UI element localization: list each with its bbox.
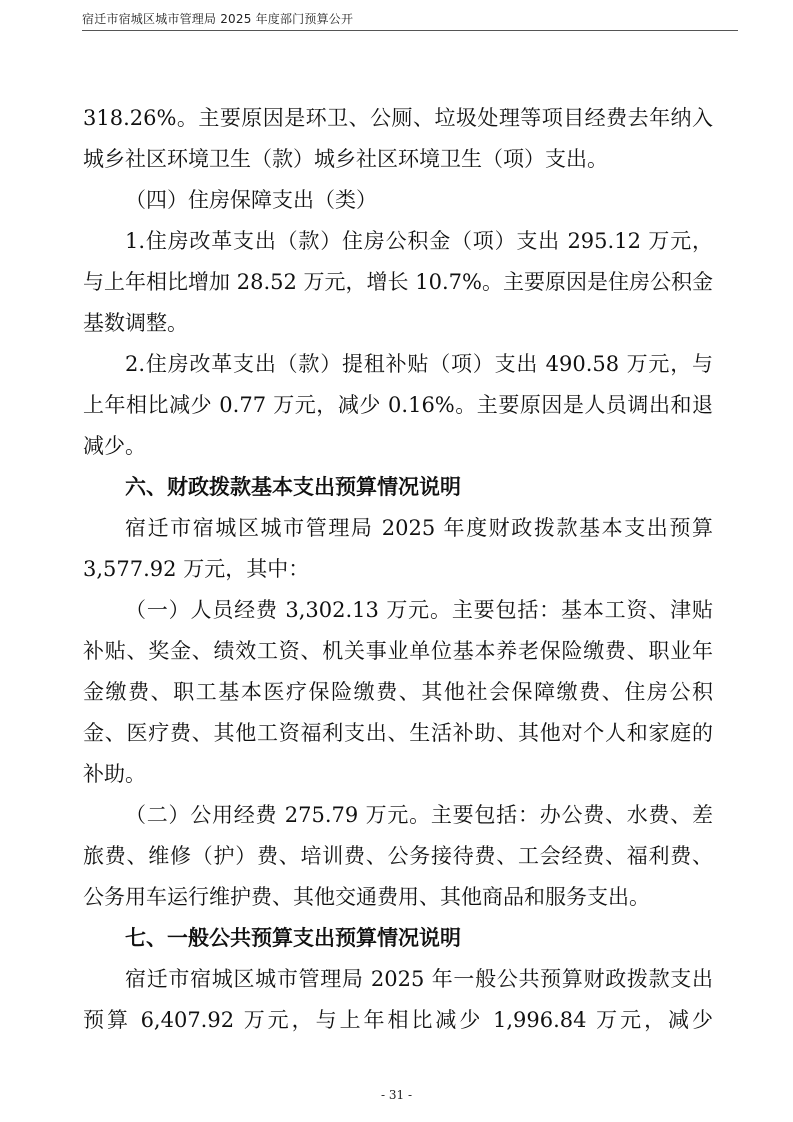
body-line: （二）公用经费 275.79 万元。主要包括：办公费、水费、差 <box>125 803 713 827</box>
body-line: 宿迁市宿城区城市管理局 2025 年度财政拨款基本支出预算 <box>125 516 713 540</box>
document-body <box>83 98 713 1041</box>
body-line: 318.26%。主要原因是环卫、公厕、垃圾处理等项目经费去年纳入 <box>83 106 713 130</box>
body-line: 补贴、奖金、绩效工资、机关事业单位基本养老保险缴费、职业年 <box>83 639 713 663</box>
body-line: 金、医疗费、其他工资福利支出、生活补助、其他对个人和家庭的 <box>83 721 713 745</box>
body-line: 基数调整。 <box>83 311 188 335</box>
body-line: 上年相比减少 0.77 万元，减少 0.16%。主要原因是人员调出和退 <box>83 393 713 417</box>
body-line: 1.住房改革支出（款）住房公积金（项）支出 295.12 万元， <box>125 229 713 253</box>
body-line: 金缴费、职工基本医疗保险缴费、其他社会保障缴费、住房公积 <box>83 680 713 704</box>
body-line: 预算 6,407.92 万元，与上年相比减少 1,996.84 万元，减少 <box>83 1008 713 1032</box>
body-line: （一）人员经费 3,302.13 万元。主要包括：基本工资、津贴 <box>125 598 713 622</box>
running-header: 宿迁市宿城区城市管理局 2025 年度部门预算公开 <box>82 12 354 26</box>
section-heading: 七、一般公共预算支出预算情况说明 <box>125 926 461 950</box>
body-line: 旅费、维修（护）费、培训费、公务接待费、工会经费、福利费、 <box>83 844 713 868</box>
body-line: 公务用车运行维护费、其他交通费用、其他商品和服务支出。 <box>83 885 650 909</box>
body-line: 补助。 <box>83 762 146 786</box>
body-line: 3,577.92 万元，其中： <box>83 557 310 581</box>
section-heading: 六、财政拨款基本支出预算情况说明 <box>125 475 461 499</box>
body-line: 宿迁市宿城区城市管理局 2025 年一般公共预算财政拨款支出 <box>125 967 713 991</box>
body-line: 城乡社区环境卫生（款）城乡社区环境卫生（项）支出。 <box>83 147 608 171</box>
header-divider <box>82 30 738 31</box>
body-line: 2.住房改革支出（款）提租补贴（项）支出 490.58 万元，与 <box>125 352 713 376</box>
body-line: 与上年相比增加 28.52 万元，增长 10.7%。主要原因是住房公积金 <box>83 270 713 294</box>
body-line: 减少。 <box>83 434 146 458</box>
page-number: - 31 - <box>380 1088 412 1102</box>
subsection-heading: （四）住房保障支出（类） <box>125 188 377 212</box>
